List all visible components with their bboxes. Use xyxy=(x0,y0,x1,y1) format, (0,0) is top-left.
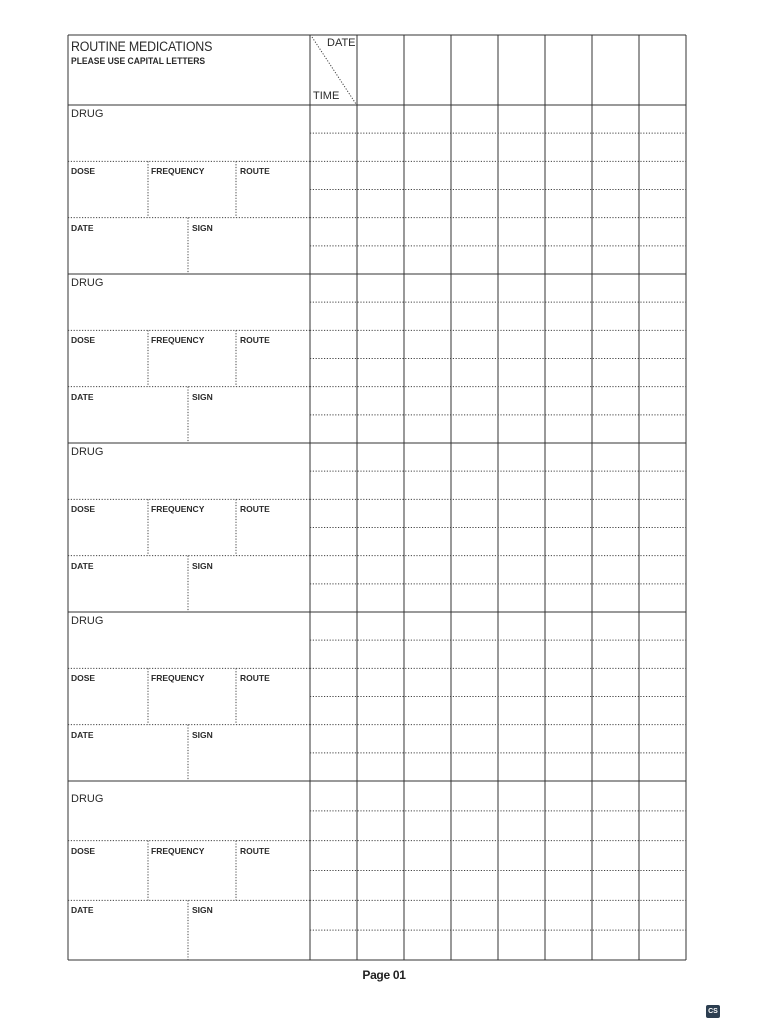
sign-label: SIGN xyxy=(192,222,213,233)
date-label: DATE xyxy=(71,222,94,233)
header-date-label: DATE xyxy=(327,37,356,49)
date-label: DATE xyxy=(71,560,94,571)
date-label: DATE xyxy=(71,729,94,740)
chart-title: ROUTINE MEDICATIONS xyxy=(71,39,213,54)
route-label: ROUTE xyxy=(240,166,270,177)
date-label: DATE xyxy=(71,391,94,402)
header-time-label: TIME xyxy=(313,90,340,102)
frequency-label: FREQUENCY xyxy=(151,673,205,684)
frequency-label: FREQUENCY xyxy=(151,504,205,515)
drug-label: DRUG xyxy=(71,277,104,289)
dose-label: DOSE xyxy=(71,166,96,177)
chart-subtitle: PLEASE USE CAPITAL LETTERS xyxy=(71,56,206,66)
drug-label: DRUG xyxy=(71,446,104,458)
date-label: DATE xyxy=(71,905,94,916)
route-label: ROUTE xyxy=(240,845,270,856)
route-label: ROUTE xyxy=(240,673,270,684)
sign-label: SIGN xyxy=(192,391,213,402)
frequency-label: FREQUENCY xyxy=(151,335,205,346)
drug-label: DRUG xyxy=(71,108,104,120)
sign-label: SIGN xyxy=(192,729,213,740)
dose-label: DOSE xyxy=(71,673,96,684)
page-number: Page 01 xyxy=(362,968,406,982)
route-label: ROUTE xyxy=(240,335,270,346)
drug-label: DRUG xyxy=(71,793,104,805)
dose-label: DOSE xyxy=(71,845,96,856)
sign-label: SIGN xyxy=(192,560,213,571)
dose-label: DOSE xyxy=(71,335,96,346)
route-label: ROUTE xyxy=(240,504,270,515)
dose-label: DOSE xyxy=(71,504,96,515)
drug-label: DRUG xyxy=(71,615,104,627)
frequency-label: FREQUENCY xyxy=(151,166,205,177)
frequency-label: FREQUENCY xyxy=(151,845,205,856)
sign-label: SIGN xyxy=(192,905,213,916)
app-badge: CS xyxy=(706,1005,720,1018)
